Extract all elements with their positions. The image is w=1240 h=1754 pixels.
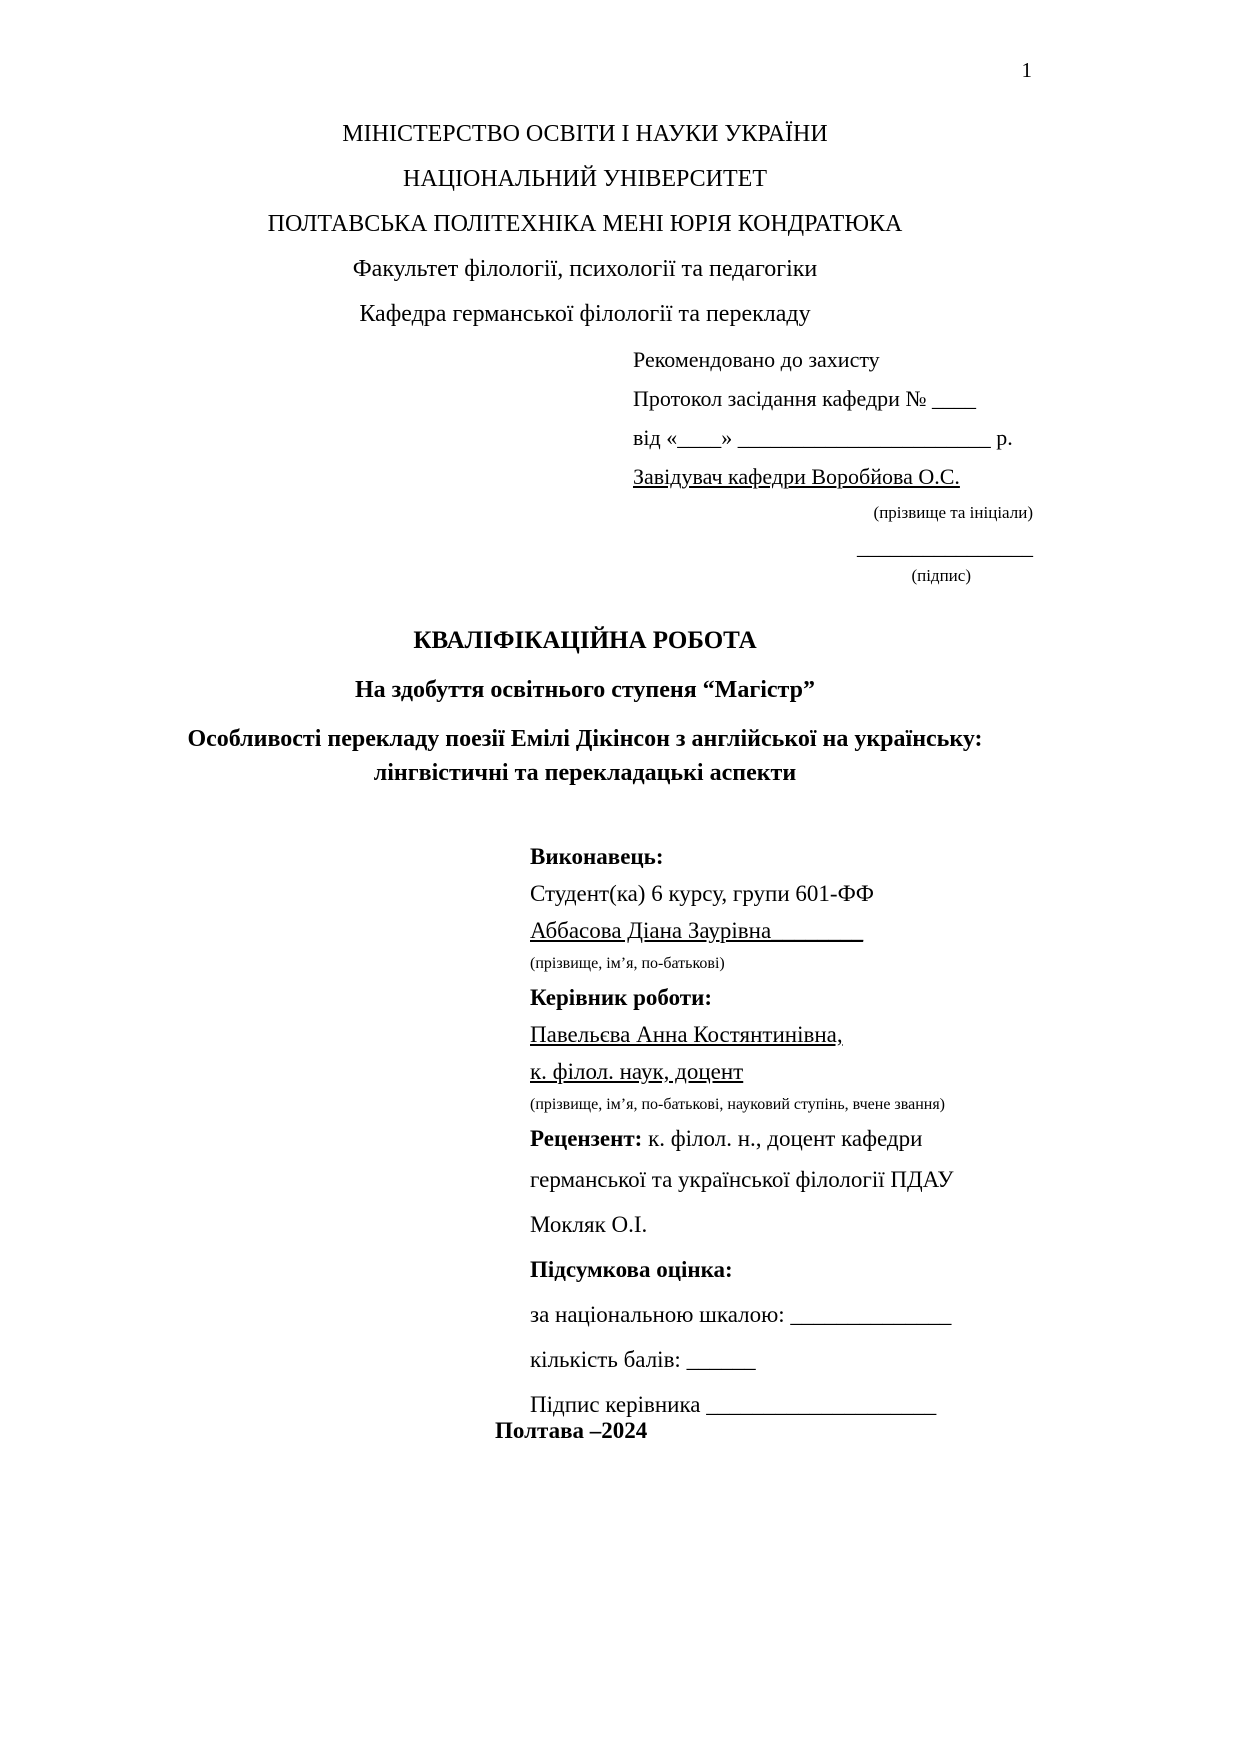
page-number: 1 xyxy=(1021,58,1032,82)
faculty-line: Факультет філології, психології та педагогіки xyxy=(352,256,818,282)
department-line: Кафедра германської філології та перекладу xyxy=(359,301,811,327)
approval-recommended: Рекомендовано до захисту xyxy=(633,347,880,372)
reviewer-text: к. філол. н., доцент кафедри xyxy=(648,1126,923,1151)
approval-name-note: (прізвище та ініціали) xyxy=(873,503,1033,522)
document-header xyxy=(85,112,1085,337)
student-name: Аббасова Діана Заурівна________ xyxy=(530,918,864,943)
reviewer-line xyxy=(530,1120,1070,1157)
approval-signature-note: (підпис) xyxy=(911,566,971,585)
title-block xyxy=(85,616,1085,790)
supervisor-signature-line: Підпис керівника ____________________ xyxy=(530,1392,937,1417)
approval-block xyxy=(633,340,1033,588)
reviewer-label: Рецензент: xyxy=(530,1126,643,1151)
executor-label: Виконавець: xyxy=(530,844,664,869)
thesis-title: Особливості перекладу поезії Емілі Дікінсон з англійської на українську: лінгвістичні та перекладацькі аспекти xyxy=(187,726,983,786)
supervisor-name: Павельєва Анна Костянтинівна, xyxy=(530,1022,843,1047)
grade-national-scale: за національною шкалою: ______________ xyxy=(530,1302,952,1327)
approval-protocol: Протокол засідання кафедри № ____ xyxy=(633,386,976,411)
grade-label: Підсумкова оцінка: xyxy=(530,1257,733,1282)
details-block xyxy=(530,838,1070,1427)
supervisor-note: (прізвище, ім’я, по-батькові, науковий ступінь, вчене звання) xyxy=(530,1096,945,1113)
approval-head-of-department: Завідувач кафедри Воробйова О.С. xyxy=(633,464,960,489)
reviewer-line3: Мокляк О.І. xyxy=(530,1212,648,1237)
reviewer-line2: германської та української філології ПДАУ xyxy=(530,1167,954,1192)
student-note: (прізвище, ім’я, по-батькові) xyxy=(530,955,725,972)
university-line: НАЦІОНАЛЬНИЙ УНІВЕРСИТЕТ xyxy=(403,166,767,192)
city-year: Полтава –2024 xyxy=(495,1418,648,1443)
degree-line: На здобуття освітнього ступеня “Магістр” xyxy=(355,677,815,703)
approval-signature-line: ________________ xyxy=(857,534,1033,559)
university-name-line: ПОЛТАВСЬКА ПОЛІТЕХНІКА МЕНІ ЮРІЯ КОНДРАТЮКА xyxy=(267,211,903,237)
ministry-line: МІНІСТЕРСТВО ОСВІТИ І НАУКИ УКРАЇНИ xyxy=(342,121,828,147)
approval-date: від «____» _______________________ р. xyxy=(633,425,1013,450)
supervisor-degree: к. філол. наук, доцент xyxy=(530,1059,744,1084)
supervisor-label: Керівник роботи: xyxy=(530,985,713,1010)
grade-points: кількість балів: ______ xyxy=(530,1347,756,1372)
student-line: Студент(ка) 6 курсу, групи 601-ФФ xyxy=(530,881,874,906)
work-type-title: КВАЛІФІКАЦІЙНА РОБОТА xyxy=(413,627,757,654)
